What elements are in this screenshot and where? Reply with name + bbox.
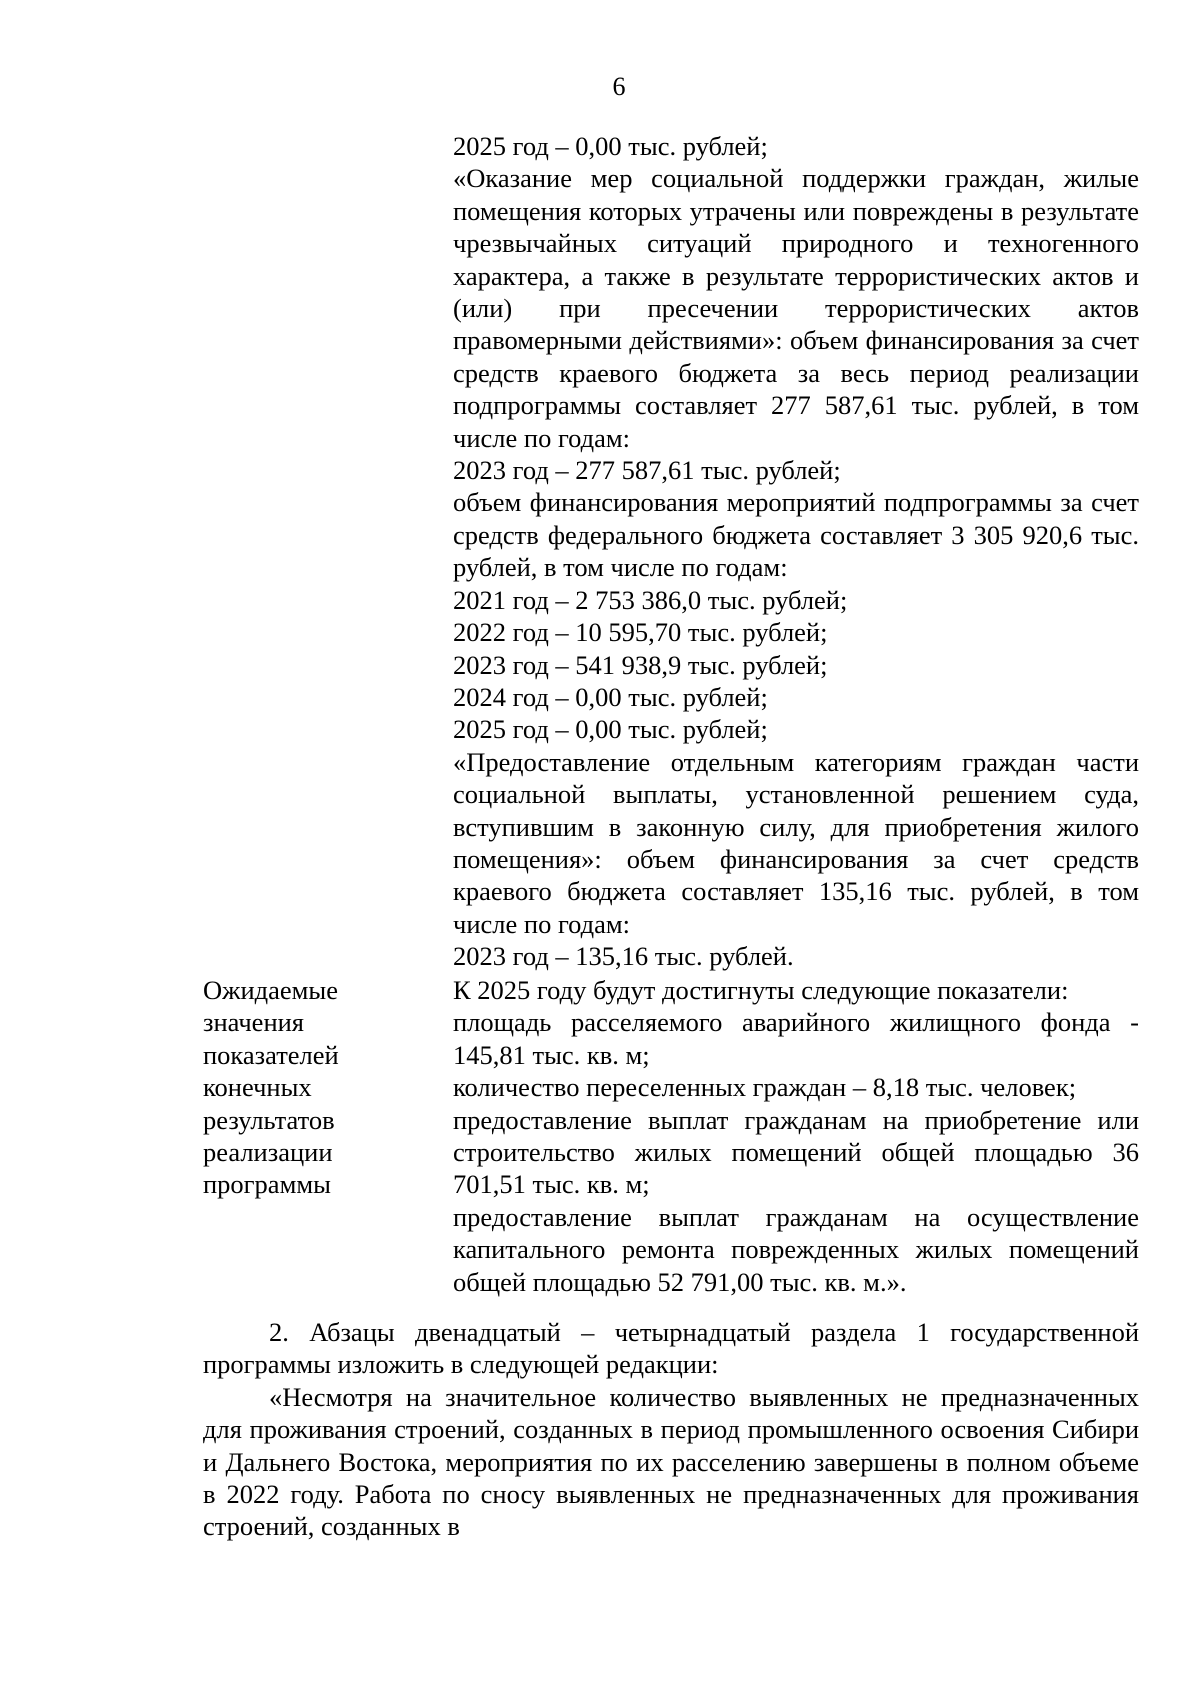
subprogram-social-support-paragraph: «Оказание мер социальной поддержки граждан, жилые помещения которых утрачены или повреждены в результате чрезвычайных ситуаций природного и техногенного характера, а также в результате террористических актов и (или) при пресечении террористических актов правомерными действиями»: объем финансирования за счет средств краевого бюджета за весь период реализации подпрограммы составляет 277 587,61 тыс. рублей, в том числе по годам: <box>453 163 1139 453</box>
financing-line: 2022 год – 10 595,70 тыс. рублей; <box>453 617 828 648</box>
financing-line: 2023 год – 541 938,9 тыс. рублей; <box>453 649 828 680</box>
financing-line: 2021 год – 2 753 386,0 тыс. рублей; <box>453 584 848 615</box>
expected-result-item: предоставление выплат гражданам на приобретение или строительство жилых помещений общей площадью 36 701,51 тыс. кв. м; <box>453 1104 1139 1200</box>
financing-line: 2025 год – 0,00 тыс. рублей; <box>453 131 768 161</box>
expected-result-item: площадь расселяемого аварийного жилищного фонда - 145,81 тыс. кв. м; <box>453 1007 1139 1070</box>
expected-results-column <box>453 974 1139 1298</box>
label-line: результатов <box>203 1104 335 1135</box>
label-line: программы <box>203 1169 331 1200</box>
label-line: Ожидаемые <box>203 975 338 1005</box>
label-line: реализации <box>203 1137 333 1168</box>
financing-line: 2023 год – 135,16 тыс. рублей. <box>453 941 794 972</box>
court-decision-payment-paragraph: «Предоставление отдельным категориям граждан части социальной выплаты, установленной решением суда, вступившим в законную силу, для приобретения жилого помещения»: объем финансирования за счет средств краевого бюджета составляет 135,16 тыс. рублей, в том числе по годам: <box>453 746 1139 939</box>
financing-column <box>453 130 1139 973</box>
label-line: конечных <box>203 1072 312 1103</box>
label-line: показателей <box>203 1039 339 1070</box>
expected-result-item: предоставление выплат гражданам на осуществление капитального ремонта поврежденных жилых помещений общей площадью 52 791,00 тыс. кв. м.». <box>453 1201 1139 1297</box>
label-line: значения <box>203 1007 304 1038</box>
financing-line: 2024 год – 0,00 тыс. рублей; <box>453 681 768 712</box>
body-paragraph: 2. Абзацы двенадцатый – четырнадцатый раздела 1 государственной программы изложить в следующей редакции: <box>203 1317 1139 1380</box>
financing-line: 2025 год – 0,00 тыс. рублей; <box>453 714 768 745</box>
federal-budget-paragraph: объем финансирования мероприятий подпрограммы за счет средств федерального бюджета составляет 3 305 920,6 тыс. рублей, в том числе по годам: <box>453 487 1139 583</box>
expected-result-item: К 2025 году будут достигнуты следующие показатели: <box>453 975 1069 1005</box>
page-number: 6 <box>612 72 626 101</box>
financing-line: 2023 год – 277 587,61 тыс. рублей; <box>453 455 841 486</box>
body-paragraph: «Несмотря на значительное количество выявленных не предназначенных для проживания строений, созданных в период промышленного освоения Сибири и Дальнего Востока, мероприятия по их расселению завершены в полном объеме в 2022 году. Работа по сносу выявленных не предназначенных для проживания строений, созданных в <box>203 1381 1139 1542</box>
expected-results-label <box>203 974 403 1201</box>
expected-result-item: количество переселенных граждан – 8,18 тыс. человек; <box>453 1072 1077 1103</box>
body-text <box>203 1316 1139 1543</box>
